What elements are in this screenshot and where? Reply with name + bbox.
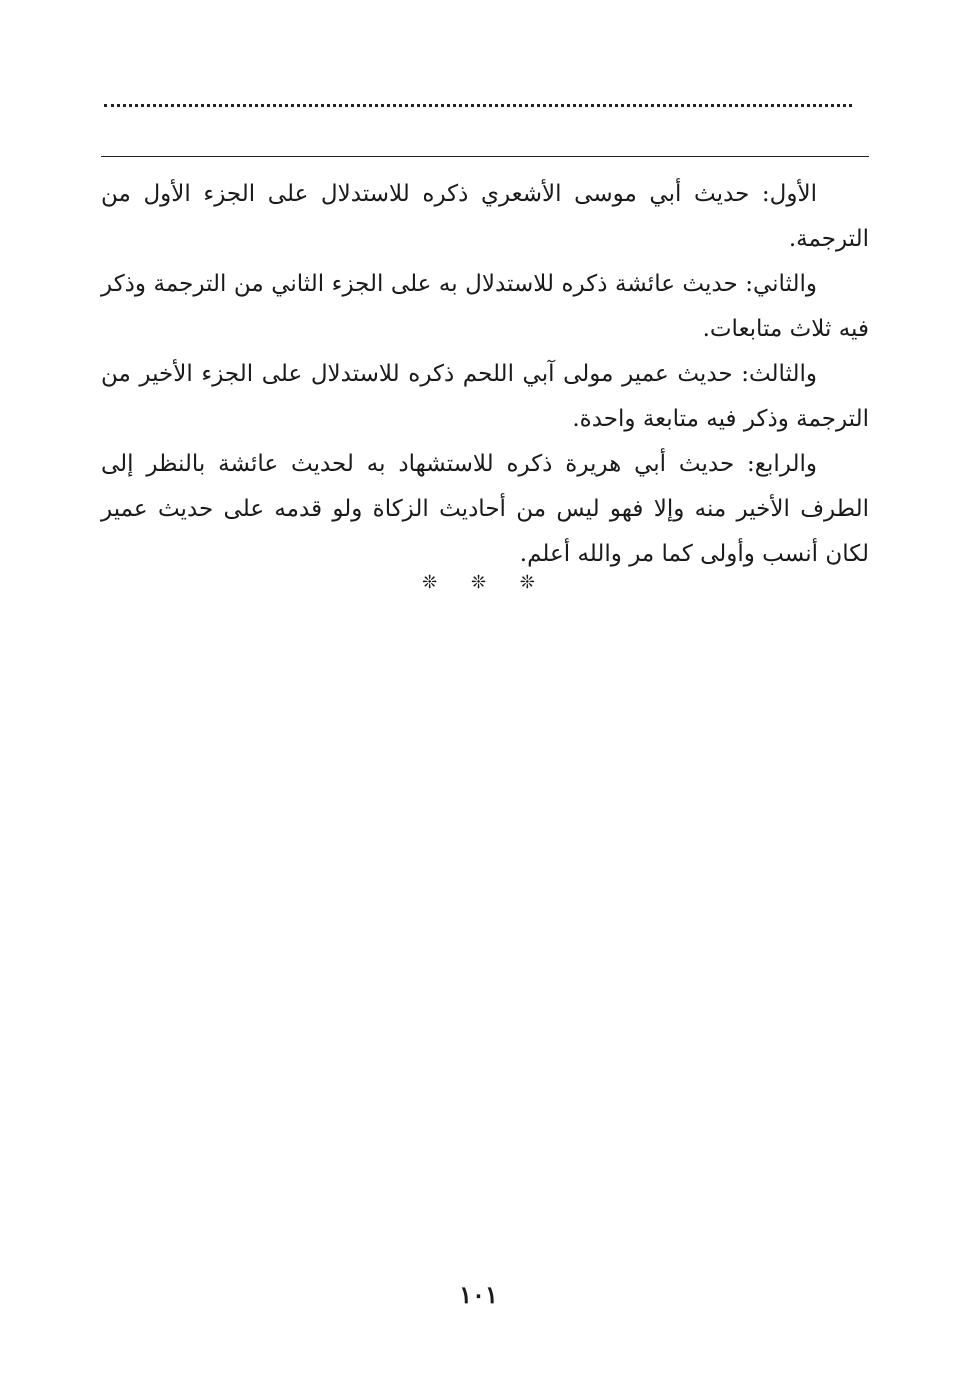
asterism-icon: ❊ xyxy=(470,572,487,593)
paragraph-body: حديث أبي موسى الأشعري ذكره للاستدلال على الجزء الأول من الترجمة. xyxy=(101,181,869,252)
paragraph-lead: الأول: xyxy=(761,181,817,207)
paragraph-4 xyxy=(101,442,869,577)
paragraph-lead: والرابع: xyxy=(747,451,817,477)
page-number: ١٠١ xyxy=(459,1280,498,1309)
footnote-separator-rule xyxy=(101,156,869,157)
paragraph-body: حديث أبي هريرة ذكره للاستشهاد به لحديث عائشة بالنظر إلى الطرف الأخير منه وإلا فهو ليس من أحاديث الزكاة ولو قدمه على حديث عمير لكان أنسب وأولى كما مر والله أعلم. xyxy=(101,451,869,567)
paragraph-body: حديث عمير مولى آبي اللحم ذكره للاستدلال على الجزء الأخير من الترجمة وذكر فيه متابعة واحدة. xyxy=(101,361,869,432)
dotted-rule xyxy=(104,104,852,107)
section-separator xyxy=(0,572,957,593)
paragraph-1 xyxy=(101,172,869,262)
asterism-icon: ❊ xyxy=(422,572,438,593)
paragraph-body: حديث عائشة ذكره للاستدلال به على الجزء الثاني من الترجمة وذكر فيه ثلاث متابعات. xyxy=(101,271,869,342)
body-text xyxy=(101,172,869,577)
paragraph-lead: والثالث: xyxy=(741,361,817,387)
paragraph-2 xyxy=(101,262,869,352)
paragraph-3 xyxy=(101,352,869,442)
paragraph-lead: والثاني: xyxy=(745,271,817,297)
asterism-icon: ❊ xyxy=(519,572,535,593)
